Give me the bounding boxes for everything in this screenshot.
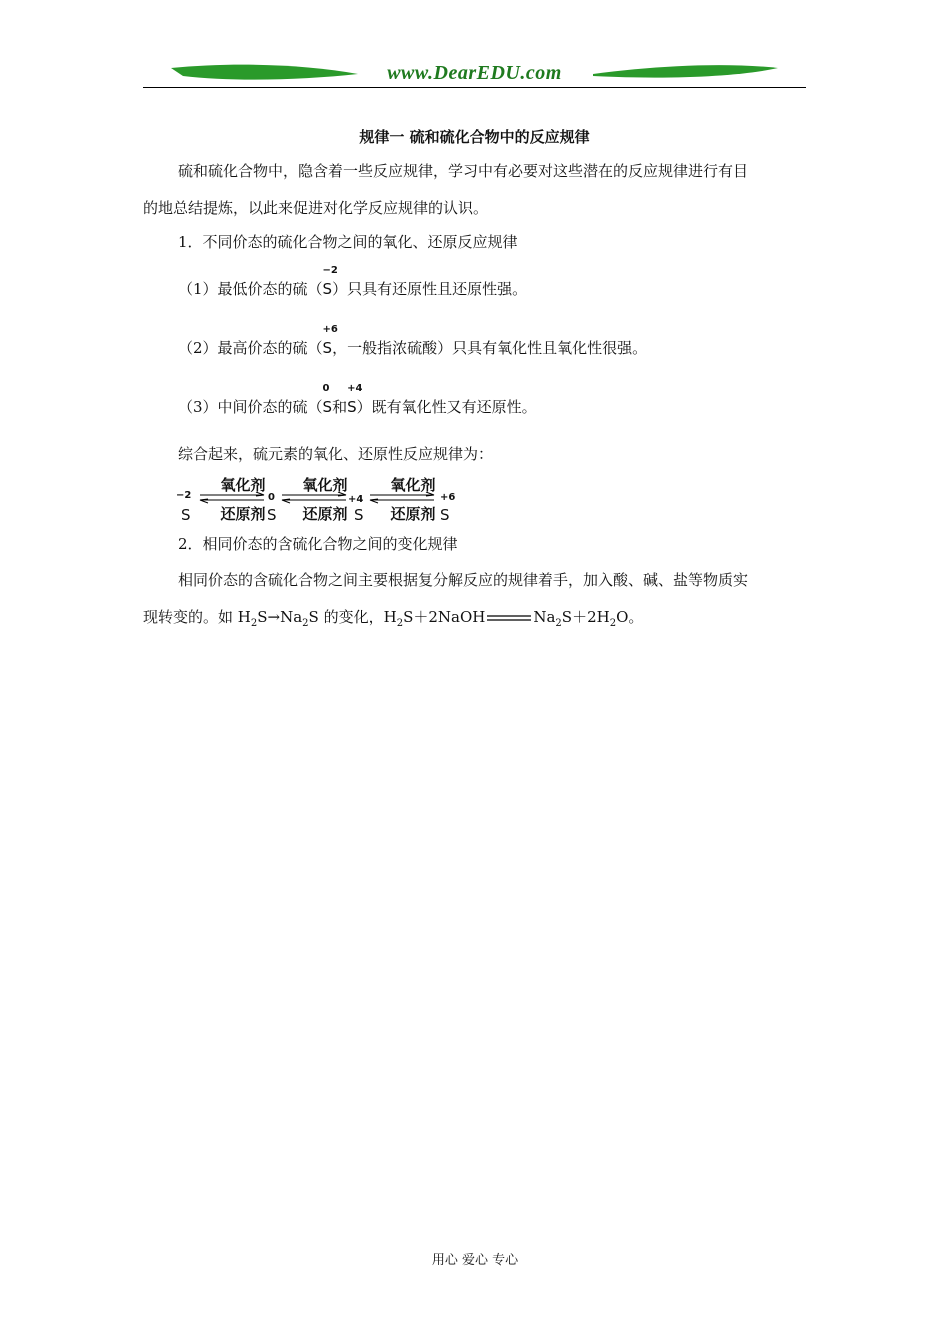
item-1 [178,265,528,299]
item-1-post: ）只具有还原性且还原性强。 [332,280,528,298]
eq2-h2o-sub: 2 [609,618,617,629]
scheme-sulfur-1: S [181,506,191,524]
sulfur-symbol: S [347,398,357,416]
intro-line-2: 的地总结提炼，以此来促进对化学反应规律的认识。 [143,199,489,217]
eq1-h-sub: 2 [250,618,258,629]
eq2-na-sub: 2 [555,618,562,629]
eq2-h: H [383,608,397,626]
item-2 [178,324,648,358]
page-title: 规律一 硫和硫化合物中的反应规律 [359,128,590,146]
oxidation-state: 0 [322,383,330,394]
site-header [143,58,806,90]
scheme-sulfur-3: S [354,506,364,524]
scheme-sulfur-4: S [440,506,450,524]
item-3-post: ）既有氧化性又有还原性。 [356,398,537,416]
line2-pre: 现转变的。如 [143,608,238,626]
item-2-pre: （2）最高价态的硫（ [178,339,323,357]
item-1-pre: （1）最低价态的硫（ [178,280,323,298]
site-logo-text: www.DearEDU.com [387,62,562,84]
sulfur-symbol: S [322,280,333,298]
sulfur-zero [322,383,333,417]
and-text: 和 [332,398,348,416]
state-plus4: +4 [348,494,364,505]
sulfur-symbol: S [322,339,333,357]
oxidation-state: +6 [322,324,338,335]
oxidant-label: 氧化剂 [220,476,266,494]
eq2-h-sub: 2 [396,618,404,629]
oxidation-state: −2 [322,265,338,276]
reductant-label: 还原剂 [390,505,436,523]
oxidant-label: 氧化剂 [390,476,436,494]
eq1-h: H [237,608,251,626]
item-3 [178,383,537,417]
header-rule [143,87,806,88]
redox-scheme [176,474,476,526]
eq2-tail: O。 [616,608,644,626]
reductant-label: 还原剂 [302,505,348,523]
oxidant-label: 氧化剂 [302,476,348,494]
double-equals-sign [486,613,532,623]
eq2-products: S＋2H [561,608,610,626]
sulfur-plus4 [347,383,363,417]
section-2-line-1: 相同价态的含硫化合物之间主要根据复分解反应的规律着手，加入酸、碱、盐等物质实 [178,571,749,589]
eq2-na: Na [533,608,556,626]
reductant-label: 还原剂 [220,505,266,523]
state-zero: 0 [268,492,275,503]
section-1-heading: 1．不同价态的硫化合物之间的氧化、还原反应规律 [178,233,518,251]
section-2-line-2 [143,607,643,634]
section-2-heading: 2．相同价态的含硫化合物之间的变化规律 [178,535,458,553]
oxidation-state: +4 [347,383,363,394]
page-footer: 用心 爱心 专心 [431,1253,519,1268]
eq1-tail: S 的变化， [308,608,384,626]
state-minus2: −2 [176,490,192,501]
item-2-post: ，一般指浓硫酸）只具有氧化性且氧化性很强。 [332,339,648,357]
eq1-na-sub: 2 [302,618,309,629]
sulfur-plus6 [322,324,338,358]
sulfur-minus2 [322,265,338,299]
summary-line: 综合起来，硫元素的氧化、还原性反应规律为： [178,445,494,463]
eq1-s-na: S→Na [257,608,303,626]
eq2-reactants: S＋2NaOH [403,608,486,626]
item-3-pre: （3）中间价态的硫（ [178,398,323,416]
state-plus6: +6 [440,492,456,503]
sulfur-symbol: S [322,398,333,416]
scheme-sulfur-2: S [267,506,277,524]
intro-line-1: 硫和硫化合物中，隐含着一些反应规律，学习中有必要对这些潜在的反应规律进行有目 [178,162,749,180]
